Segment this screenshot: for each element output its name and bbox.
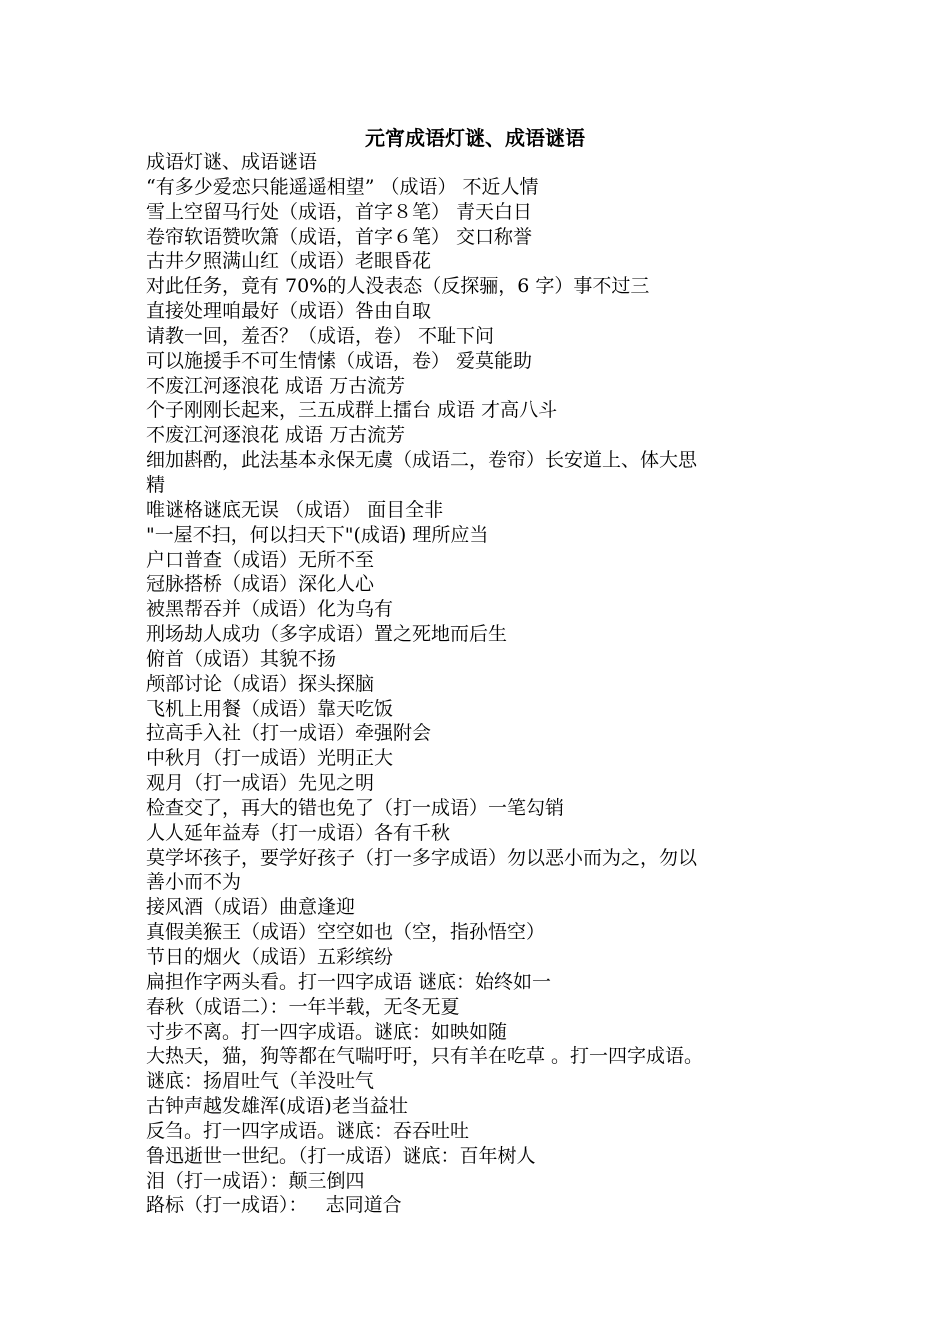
text-line: 精 — [146, 473, 166, 496]
text-line: 成语灯谜、成语谜语 — [146, 151, 318, 173]
text-line: 不废江河逐浪花 成语 万古流芳 — [146, 374, 406, 397]
text-line: 古井夕照满山红（成语）老眼昏花 — [146, 250, 432, 273]
text-line: 俯首（成语）其貌不扬 — [146, 647, 337, 670]
text-line: 请教一回，羞否？（成语，卷） 不耻下问 — [146, 324, 495, 347]
document-body — [146, 150, 806, 1218]
text-line: 颅部讨论（成语）探头探脑 — [146, 672, 375, 695]
text-line: 不废江河逐浪花 成语 万古流芳 — [146, 424, 406, 447]
text-line: 对此任务，竟有 70%的人没表态（反探骊，6 字）事不过三 — [146, 275, 650, 298]
text-line: “有多少爱恋只能遥遥相望” （成语） 不近人情 — [146, 175, 539, 198]
text-line: 春秋（成语二）：一年半载，无冬无夏 — [146, 995, 460, 1018]
text-line: 泪（打一成语）：颠三倒四 — [146, 1169, 365, 1192]
text-line: 谜底：扬眉吐气（羊没吐气 — [146, 1070, 375, 1093]
text-line: 古钟声越发雄浑(成语)老当益壮 — [146, 1095, 408, 1118]
text-line: 寸步不离。打一四字成语。谜底：如映如随 — [146, 1020, 508, 1043]
text-line: 冠脉搭桥（成语）深化人心 — [146, 573, 375, 596]
text-line: 人人延年益寿（打一成语）各有千秋 — [146, 821, 451, 844]
text-line: 路标（打一成语）： 志同道合 — [146, 1194, 402, 1217]
text-line: 真假美猴王（成语）空空如也（空，指孙悟空） — [146, 921, 546, 944]
text-line: 检查交了，再大的错也免了（打一成语）一笔勾销 — [146, 796, 565, 819]
text-line: 鲁迅逝世一世纪。（打一成语）谜底：百年树人 — [146, 1144, 536, 1167]
text-line: 飞机上用餐（成语）靠天吃饭 — [146, 697, 394, 720]
text-line: 可以施援手不可生情愫（成语，卷） 爱莫能助 — [146, 349, 533, 372]
document-title: 元宵成语灯谜、成语谜语 — [365, 126, 585, 150]
text-line: 观月（打一成语）先见之明 — [146, 772, 375, 795]
text-line: 莫学坏孩子，要学好孩子（打一多字成语）勿以恶小而为之，勿以 — [146, 846, 698, 869]
text-line: 接风酒（成语）曲意逢迎 — [146, 896, 356, 919]
text-line: 扁担作字两头看。打一四字成语 谜底：始终如一 — [146, 970, 552, 993]
text-line: 被黑帮吞并（成语）化为乌有 — [146, 598, 394, 621]
text-line: 唯谜格谜底无误 （成语） 面目全非 — [146, 498, 444, 521]
text-line: 节日的烟火（成语）五彩缤纷 — [146, 946, 394, 968]
text-line: 个子刚刚长起来，三五成群上擂台 成语 才高八斗 — [146, 399, 558, 422]
text-line: 直接处理咱最好（成语）咎由自取 — [146, 300, 432, 323]
text-line: 反刍。打一四字成语。谜底：吞吞吐吐 — [146, 1119, 470, 1142]
text-line: 拉高手入社（打一成语）牵强附会 — [146, 722, 432, 745]
text-line: 大热天，猫，狗等都在气喘吁吁，只有羊在吃草 。打一四字成语。 — [146, 1045, 704, 1068]
text-line: 刑场劫人成功（多字成语）置之死地而后生 — [146, 623, 508, 646]
text-line: 善小而不为 — [146, 871, 242, 894]
text-line: 雪上空留马行处（成语，首字８笔） 青天白日 — [146, 200, 533, 223]
text-line: 细加斟酌，此法基本永保无虞（成语二，卷帘）长安道上、体大思 — [146, 449, 698, 472]
text-line: 户口普查（成语）无所不至 — [146, 548, 375, 571]
text-line: 中秋月（打一成语）光明正大 — [146, 747, 394, 770]
text-line: "一屋不扫，何以扫天下"(成语) 理所应当 — [146, 523, 489, 546]
text-line: 卷帘软语赞吹箫（成语，首字６笔） 交口称誉 — [146, 225, 533, 248]
